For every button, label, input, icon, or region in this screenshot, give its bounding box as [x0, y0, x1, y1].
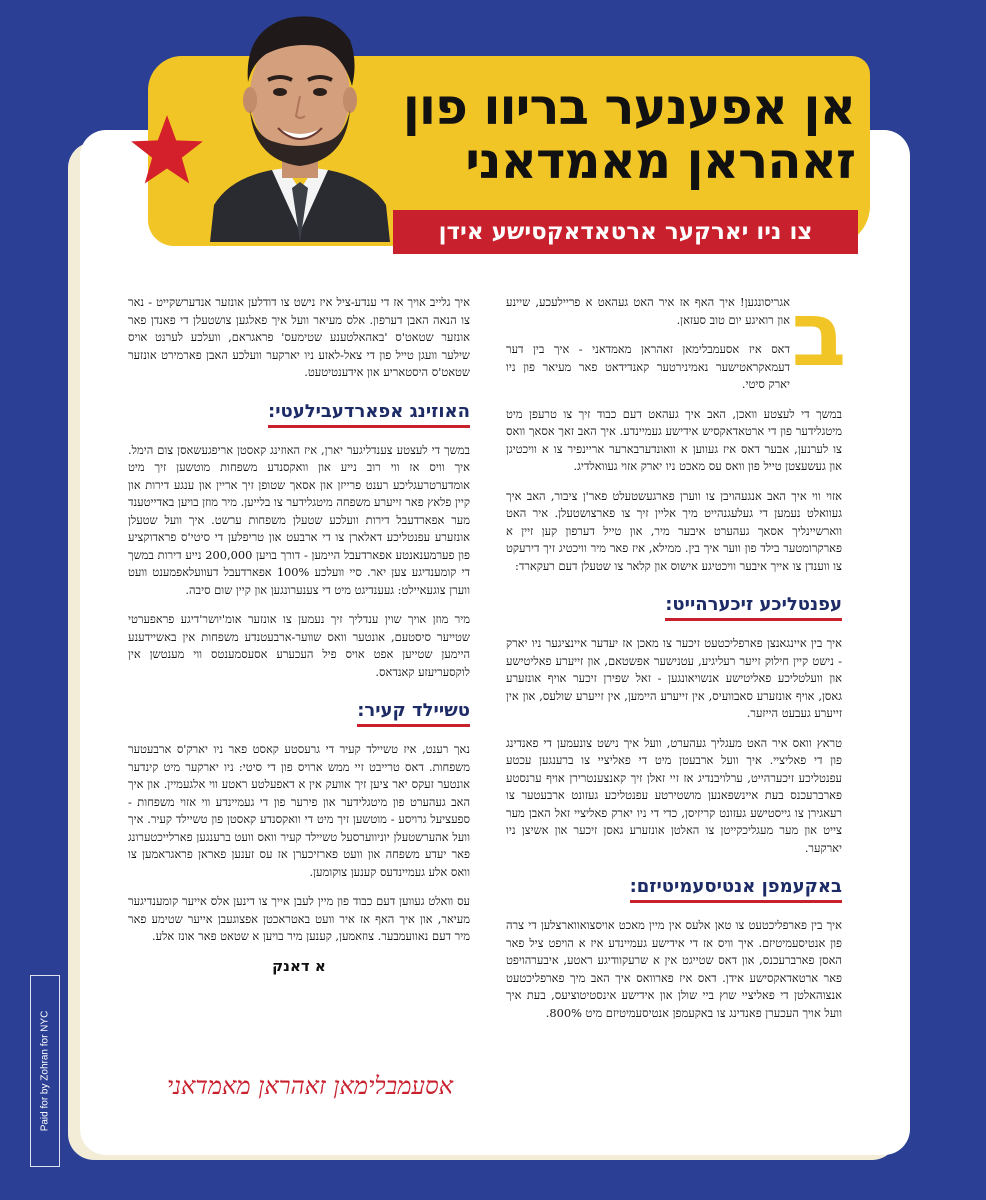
credit-text: Paid for by Zohran for NYC: [39, 1010, 51, 1132]
subtitle-banner: צו ניו יארקער ארטאדאקסישע אידן: [393, 210, 858, 254]
section-heading-antisemitism: באקעמפן אנטיסעמיטיזם:: [630, 875, 842, 903]
section-heading-housing: האוזינג אפארדעבילעטי:: [268, 400, 470, 428]
paragraph: דאס איז אסעמבלימאן זאהראן מאמדאני - איך בין דער דעמאקראטישער נאמינירטער קאנדידאט פאר מעיאר פון ניו יארק סיטי.: [506, 342, 790, 391]
right-column: [506, 294, 842, 1034]
red-star-icon: [128, 112, 206, 190]
paragraph: במשך די לעצטע וואכן, האב איך געהאט דעם כבוד זיך צו טרעפן מיט מיטגלידער פון די ארטאדאקסיש אידישע געמיינדע. איך האב זאך אסאך וואס צו לערנען, אבער דאס איז געווען א וואונדערבארער אריינפיר צו א וויכטיגן און געשעצטן טייל פון וואס עס מאכט ניו יארק אזוי געוואלדיג.: [506, 406, 842, 473]
paragraph: איך בין פארפליכטעט צו טאן אלעס אין מיין מאכט אויסצואווארצלען די צרה פון אנטיסעמיטיזם. איך וויס אז די אידישע געמיינדע איז א הויפט ציל פאר האסן פארברעכנס, און דאס שטייגט אין א שרעקוודיגע ראטע, איבערהויפט פאר ארטאדאקסישע אידן. דאס איז פארוואס איך האב מיך פארפליכטעט אנצוהאלטן די פאליציי שוץ ביי שולן און אידישע אינסטיטוציעס, בעת איך וועל אויך העכערן פאנדינג צו באקעמפן אנטיסעמיטיזם מיט 800%.: [506, 918, 842, 1020]
left-column: [128, 294, 470, 975]
paragraph: נאך רענט, איז טשיילד קעיר די גרעסטע קאסט פאר ניו יארק'ס ארבעטער משפחות. דאס טרייבט זיי ממש ארויס פון די סיטי: ניו יארקער מיט קינדער אונטער זעקס יאר ציען זיך אוועק אין א דאפעלטע ראטע ווי אלגעמיין. און איך האב געהערט פון מיטגלידער און פירער פון די געמיינדע ווי אזוי משפחות - ספעציעל גרויסע - מוטשען זיך מיט די וואקסנדע קאסטן פון טשיילד קעיר. איך וועל אהערשטעלן יוניווערסעל טשיילד קעיר וואס וועט ברענגען פארלייכטערונג פאר יעדע משפחה און וועט פארזיכערן אז עס זענען פאראן פראגראמען צו וואס אלע געמיינדעס קענען צוקומען.: [128, 742, 470, 879]
paragraph: עס וואלט געווען דעם כבוד פון מיין לעבן אייך צו דינען אלס אייער קומענדיגער מעיאר, און איך האף אז איר וועט באטראכטן אפצוגעבן אייער שטימע פאר מיר דעם נאוועמבער. צוזאמען, קענען מיר בויען א שטאט פאר אונז אלע.: [128, 894, 470, 943]
paragraph: איך בין איינגאנצן פארפליכטעט זיכער צו מאכן אז יעדער איינציגער ניו יארק - נישט קיין חילוק זייער רעליגיע, עטנישער אפשטאם, און זייערע פאליטישע און וועלטליכע פאליטישע אנשויאונגען - זאל שפירן זיכער אויף אונזערע גאסן, אויף אונזערע סאבוועיס, אין זייערע היימען, אין זייערע שולעס, און אין זייערע געבעט הייזער.: [506, 636, 842, 720]
paragraph: טראץ וואס איר האט מעגליך געהערט, וועל איך נישט צונעמען די פאנדינג פון די פאליציי. איך וועל ארבעטן מיט די פאליציי צו ברענגען עכטע עפנטליכע זיכערהייט, ערלויבנדיג אז זיי זאלן זיך קאנצענטרירן אויף ערנסטע פארברעכנס בעת איינשפאנען מושטירטע עפנטליכע געזונט ארבעטער צו רעאגירן צו גייסטישע געזונט קריזיסן, כדי די ניו יארק פאליציי זאל האבן מער צייט און מער מעגליכקייטן צו האלטן אונזערע גאסן זיכער און אשיצן ניו יארקער.: [506, 735, 842, 855]
paid-for-credit: [30, 975, 60, 1167]
paragraph: מיר מוזן אויך שוין ענדליך זיך נעמען צו אונזער אומ'יושר'דיגע פראפערטי שטייער סיסטעם, אונטער וואס שווער-ארבעטנדע משפחות אין באשיידענע היימען שטייען אפט אויס פיל העכערע אסעסמענטס ווי מענטשן אין לוקסעריעזע קאנדאס.: [128, 612, 470, 679]
signature-text: אסעמבלימאן זאהראן מאמדאני: [166, 1072, 454, 1100]
paragraph: איך גלייב אויך אז די ענדע-ציל איז נישט צו דודלען אונזער אנדערשקייט - נאר צו הנאה האבן דערפון. אלס מעיאר וועל איך פאלגען צושטעלן די פאנדן פאר אונזער שטאט'ס 'באהאלטענע שטימעס' פראגראם, וועלכע לערנט אויס שילער וועגן טייל פון די צאל-לאזע ניו יארקער וועלכע האבן פארמירט אונזער שטאט'ס היסטאריע און אידענטיטעט.: [128, 295, 470, 379]
closing-thanks: א דאנק: [272, 956, 326, 975]
candidate-portrait: [210, 0, 390, 242]
paragraph: אגריסונגען! איך האף אז איר האט געהאט א פריילעכע, שיינע און רואיגע יום טוב סעזאן.: [506, 295, 790, 327]
dropcap-letter: ב: [791, 282, 847, 387]
section-heading-public-safety: עפנטליכע זיכערהייט:: [665, 593, 842, 621]
signature: [160, 1060, 460, 1110]
paragraph: אזוי ווי איך האב אנגעהויבן צו ווערן פארגעשטעלט פאר'ן ציבור, האב איך געוואלט נעמען די געלעגנהייט מיך אליין זיך צו פארצושטעלן. איר האט ווארשיינליך אסאך געהערט איבער מיר, און טייל דערפון קען זיין א פארקרומטער בילד פון ווער איך בין. ממילא, איז פאר מיר וויכטיג זיך דירעקט צו ווענדן צו אייך איבער וויכטיגע אישוס און קלאר צו שטעלן דעם רעקארד:: [506, 488, 842, 573]
headline: אן אפענער בריוו פון זאהראן מאמדאני: [402, 78, 855, 190]
paragraph: במשך די לעצטע צענדליגער יארן, איז האוזינג קאסטן אריפגעשאסן צום הימל. איך וויס אז ווי רוב נייע און וואקסנדע משפחות מוטשען זיך מיט אומדערטרעגליכע רענט פרייזן און אסאך שטופן זיך אריין און ענגע דירות און קיין פלאץ פאר זייערע משפחה מיטגלידער צו בלייען. מיר מוזן בויען באדייטענד מער אפארדעבל דירות וועלכע שטעלן משפחות ערשט. איך וועל שטעלן אונזערע עפנטליכע דאלארן צו די ארבעט און טריפלען די סיטי'ס פראדוקציע פון פערמענאנטע אפארדעבל היימען - דורך בויען 200,000 נייע דירות במשך די קומענדיגע צען יאר. סיי וועלכע 100% אפארדעבל דעוועלאפמענט וועט ווערן צוגעאיילט: געענדיגט מיט די צענערונגען און קיין שום סיבה.: [128, 442, 471, 597]
section-heading-childcare: טשיילד קעיר:: [357, 699, 470, 727]
